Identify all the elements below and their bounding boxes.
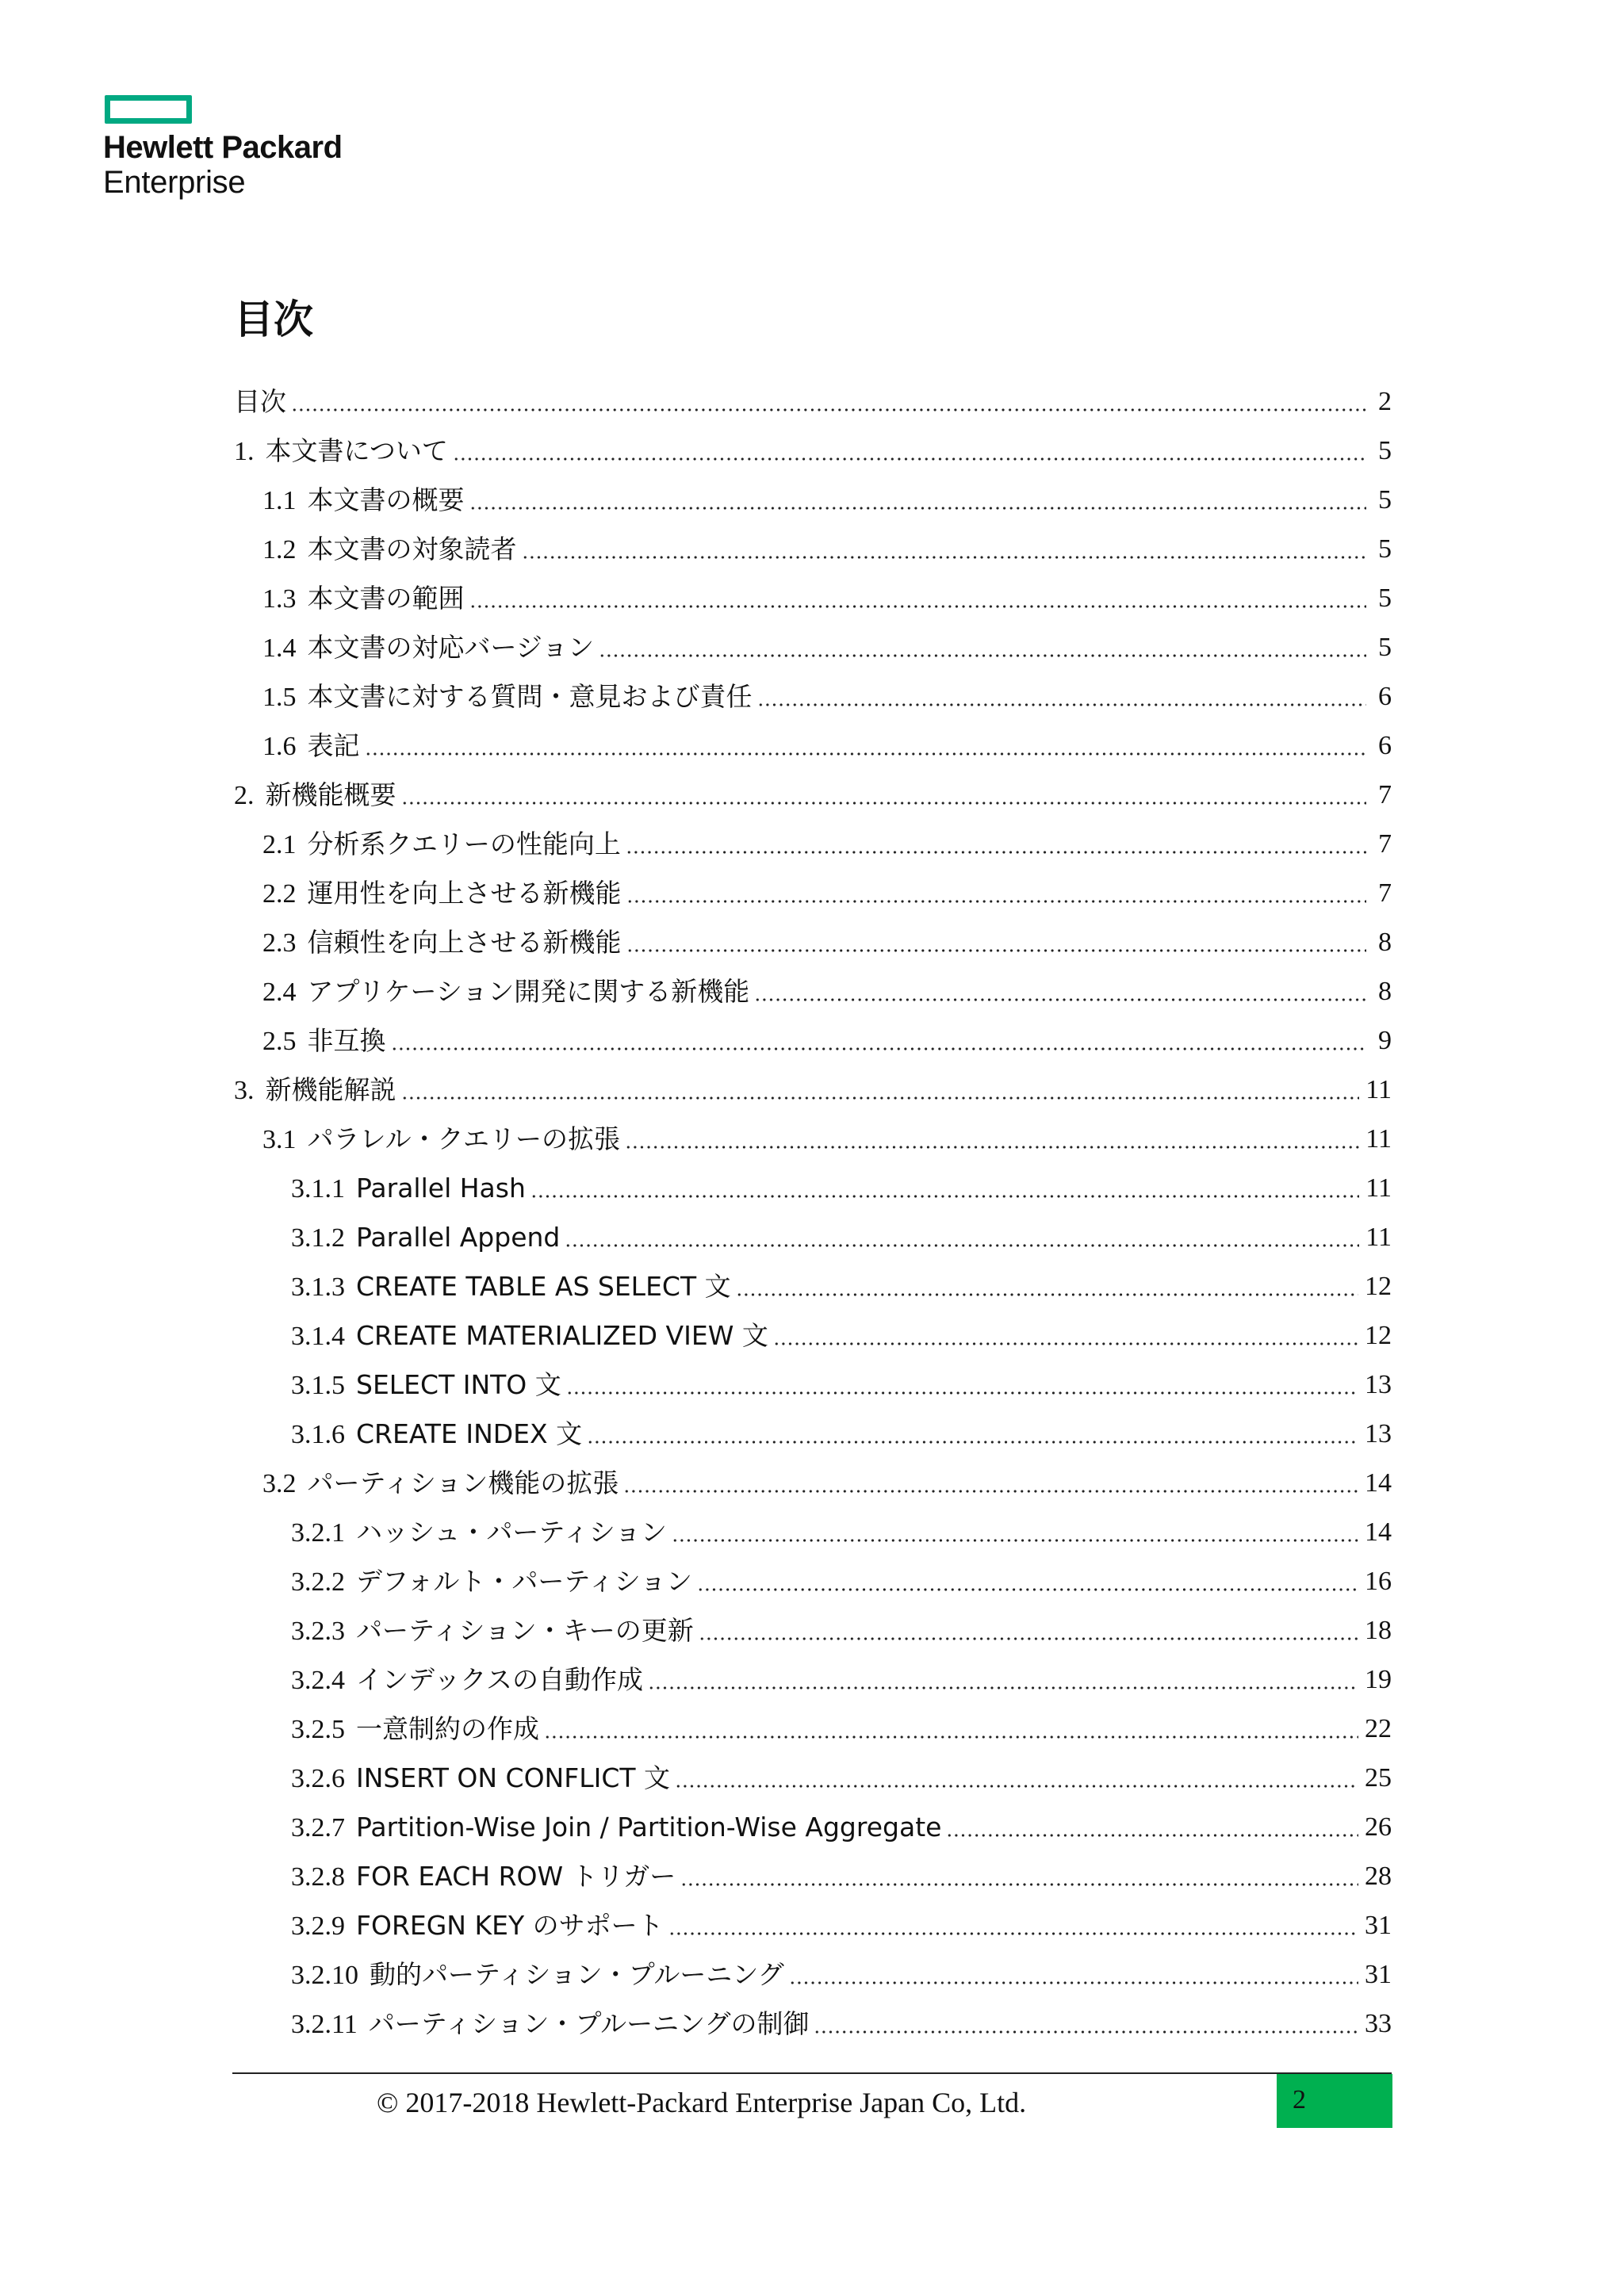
toc-entry[interactable]: [234, 869, 1392, 918]
toc-entry-page: 22: [1365, 1714, 1392, 1743]
toc-entry-number: 1.: [234, 436, 255, 466]
toc-entry-page: 8: [1378, 977, 1392, 1006]
toc-entry-title: [291, 1950, 784, 2000]
toc-entry-title: [234, 427, 448, 476]
toc-entry-number: 3.2.10: [291, 1960, 358, 1990]
toc-entry-page: 28: [1365, 1862, 1392, 1891]
toc-entry-title: [234, 771, 396, 821]
toc-dot-leader: [626, 898, 1367, 905]
toc-entry-number: 3.1.4: [291, 1321, 345, 1351]
toc-entry-title: [234, 377, 286, 427]
toc-entry[interactable]: [234, 1606, 1392, 1655]
toc-dot-leader: [699, 1636, 1358, 1642]
toc-entry-title: [291, 1655, 643, 1705]
toc-entry-number: 3.2.11: [291, 2009, 358, 2039]
toc-entry-label: 目次: [234, 386, 286, 417]
toc-entry[interactable]: [234, 1360, 1392, 1410]
toc-entry[interactable]: [234, 771, 1392, 820]
toc-entry-number: 2.3: [262, 928, 297, 958]
toc-entry-page: 6: [1378, 731, 1392, 760]
toc-entry[interactable]: [234, 1262, 1392, 1311]
toc-entry-title: [262, 820, 621, 870]
toc-entry-title: [262, 623, 594, 673]
toc-entry-title: [291, 1852, 676, 1902]
toc-entry[interactable]: [234, 1508, 1392, 1557]
toc-entry-number: 3.1.2: [291, 1223, 345, 1253]
toc-entry-label: 非互換: [307, 1024, 386, 1056]
toc-entry-title: [262, 967, 749, 1017]
toc-entry[interactable]: [234, 918, 1392, 967]
toc-entry-title: [291, 1803, 941, 1853]
toc-entry-page: 5: [1378, 534, 1392, 564]
toc-entry-page: 5: [1378, 436, 1392, 465]
toc-entry[interactable]: [234, 967, 1392, 1016]
toc-entry-label: 動的パーティション・プルーニング: [370, 1958, 784, 1990]
toc-entry-number: 3.1.6: [291, 1419, 345, 1449]
toc-dot-leader: [675, 1783, 1358, 1789]
footer-divider: [232, 2072, 1392, 2074]
toc-entry-label: パラレル・クエリーの拡張: [307, 1123, 621, 1154]
toc-dot-leader: [599, 652, 1366, 659]
toc-dot-leader: [587, 1439, 1358, 1445]
toc-entry-title: [262, 1459, 619, 1509]
toc-entry-number: 2.4: [262, 977, 297, 1007]
toc-entry-title: [291, 1557, 692, 1607]
toc-entry-number: 1.6: [262, 731, 297, 761]
toc-entry-label: SELECT INTO 文: [356, 1368, 561, 1400]
toc-entry-page: 19: [1365, 1665, 1392, 1694]
toc-entry-title: [262, 672, 753, 722]
toc-entry[interactable]: [234, 427, 1392, 476]
toc-entry-page: 6: [1378, 682, 1392, 711]
toc-entry-number: 1.2: [262, 534, 297, 564]
toc-entry-number: 3.2.7: [291, 1812, 345, 1843]
toc-entry[interactable]: [234, 1655, 1392, 1705]
toc-entry-page: 12: [1365, 1321, 1392, 1350]
toc-entry-title: [291, 1164, 526, 1214]
toc-entry-title: [291, 1999, 809, 2049]
toc-entry-label: FOREGN KEY のサポート: [356, 1909, 664, 1941]
toc-dot-leader: [530, 1193, 1359, 1200]
toc-entry-label: 本文書の概要: [307, 484, 465, 515]
toc-entry-number: 3.2: [262, 1468, 297, 1498]
toc-entry[interactable]: [234, 1803, 1392, 1852]
toc-dot-leader: [626, 849, 1366, 855]
toc-entry-page: 7: [1378, 780, 1392, 809]
toc-entry[interactable]: [234, 1066, 1392, 1115]
toc-entry[interactable]: [234, 476, 1392, 525]
toc-dot-leader: [946, 1832, 1358, 1839]
toc-entry-number: 3.: [234, 1075, 255, 1105]
toc-dot-leader: [566, 1390, 1358, 1396]
toc-entry-page: 33: [1365, 2009, 1392, 2038]
toc-entry-label: 信頼性を向上させる新機能: [307, 926, 622, 958]
toc-entry-number: 3.1.3: [291, 1272, 345, 1302]
toc-entry-title: [291, 1754, 670, 1804]
toc-dot-leader: [668, 1931, 1358, 1937]
toc-entry-label: 本文書に対する質問・意見および責任: [307, 680, 753, 712]
toc-entry-number: 3.1.1: [291, 1173, 345, 1203]
toc-entry-number: 2.2: [262, 878, 297, 909]
toc-dot-leader: [469, 603, 1367, 610]
toc-entry-number: 2.1: [262, 829, 297, 859]
toc-entry-page: 31: [1365, 1911, 1392, 1940]
table-of-contents: [234, 377, 1392, 2049]
footer-page-badge: [1277, 2074, 1392, 2128]
page-title: 目次: [234, 297, 313, 342]
toc-dot-leader: [626, 947, 1367, 954]
toc-entry-title: [262, 574, 465, 624]
toc-entry-page: 11: [1365, 1223, 1392, 1252]
toc-entry-page: 31: [1365, 1960, 1392, 1989]
toc-entry-page: 7: [1378, 878, 1392, 908]
toc-entry-label: パーティション・プルーニングの制御: [368, 2007, 810, 2039]
toc-dot-leader: [648, 1685, 1358, 1691]
toc-entry-page: 26: [1365, 1812, 1392, 1842]
toc-dot-leader: [401, 800, 1367, 806]
toc-entry-title: [291, 1410, 582, 1460]
footer-page-number: 2: [1293, 2085, 1306, 2114]
toc-entry-label: 一意制約の作成: [356, 1712, 539, 1744]
toc-dot-leader: [754, 997, 1366, 1003]
toc-entry[interactable]: [234, 1999, 1392, 2049]
toc-entry-title: [291, 1705, 539, 1755]
toc-entry[interactable]: [234, 1410, 1392, 1459]
toc-entry-label: FOR EACH ROW トリガー: [356, 1860, 676, 1892]
toc-entry[interactable]: [234, 623, 1392, 672]
toc-entry-number: 3.2.2: [291, 1567, 345, 1597]
toc-entry[interactable]: [234, 721, 1392, 771]
toc-entry-page: 5: [1378, 485, 1392, 515]
toc-entry-number: 1.5: [262, 682, 297, 712]
toc-entry[interactable]: [234, 1557, 1392, 1606]
toc-entry-page: 2: [1378, 387, 1392, 416]
toc-entry[interactable]: [234, 1950, 1392, 1999]
toc-entry-title: [291, 1360, 561, 1410]
toc-dot-leader: [453, 456, 1366, 462]
toc-dot-leader: [680, 1881, 1358, 1888]
toc-dot-leader: [757, 702, 1367, 708]
toc-dot-leader: [672, 1537, 1358, 1544]
toc-dot-leader: [789, 1980, 1358, 1986]
toc-entry-title: [262, 869, 622, 919]
toc-entry[interactable]: [234, 1901, 1392, 1950]
toc-entry-label: デフォルト・パーティション: [356, 1565, 693, 1597]
toc-entry[interactable]: [234, 1115, 1392, 1164]
toc-dot-leader: [391, 1046, 1367, 1052]
toc-entry-number: 2.: [234, 780, 255, 810]
toc-entry-label: 表記: [307, 729, 360, 761]
toc-entry-label: CREATE MATERIALIZED VIEW 文: [356, 1319, 768, 1351]
toc-entry[interactable]: [234, 1311, 1392, 1360]
toc-entry-page: 5: [1378, 633, 1392, 662]
toc-entry-label: 本文書の範囲: [307, 582, 465, 614]
toc-dot-leader: [565, 1242, 1359, 1249]
toc-dot-leader: [291, 407, 1366, 413]
toc-entry-number: 3.2.5: [291, 1714, 345, 1744]
toc-dot-leader: [623, 1488, 1358, 1494]
toc-dot-leader: [625, 1144, 1359, 1150]
hpe-logo-mark: [105, 95, 192, 124]
toc-entry-number: 2.5: [262, 1026, 297, 1056]
toc-entry[interactable]: [234, 1705, 1392, 1754]
toc-dot-leader: [736, 1292, 1358, 1298]
toc-entry-number: 1.4: [262, 633, 297, 663]
toc-entry-label: INSERT ON CONFLICT 文: [356, 1762, 671, 1793]
toc-entry-page: 5: [1378, 584, 1392, 613]
toc-dot-leader: [814, 2029, 1358, 2035]
toc-entry[interactable]: [234, 377, 1392, 427]
toc-entry-label: 本文書について: [265, 434, 448, 466]
toc-entry-title: [234, 1066, 396, 1115]
toc-entry-number: 3.1.5: [291, 1370, 345, 1400]
toc-entry[interactable]: [234, 574, 1392, 623]
toc-entry-label: パーティション機能の拡張: [307, 1467, 619, 1498]
toc-entry-title: [291, 1262, 731, 1312]
toc-entry[interactable]: [234, 1213, 1392, 1262]
toc-dot-leader: [365, 751, 1367, 757]
toc-dot-leader: [544, 1734, 1358, 1740]
toc-entry-title: [291, 1508, 667, 1558]
toc-entry-label: アプリケーション開発に関する新機能: [307, 975, 750, 1007]
hpe-logo: [103, 94, 365, 205]
logo-text-line2: Enterprise: [103, 165, 246, 200]
toc-entry-number: 3.2.8: [291, 1862, 345, 1892]
toc-entry-title: [262, 476, 465, 526]
toc-entry-label: 分析系クエリーの性能向上: [307, 828, 621, 859]
toc-entry-number: 3.2.1: [291, 1517, 345, 1548]
toc-entry-label: 新機能解説: [265, 1073, 396, 1105]
toc-entry-title: [262, 918, 622, 968]
toc-dot-leader: [522, 554, 1367, 561]
toc-entry-title: [262, 1115, 620, 1165]
toc-entry-title: [262, 1016, 386, 1066]
toc-entry-title: [291, 1311, 768, 1361]
logo-text-line1: Hewlett Packard: [103, 130, 343, 165]
toc-dot-leader: [401, 1095, 1360, 1101]
toc-entry-label: Partition-Wise Join / Partition-Wise Aggregate: [356, 1811, 942, 1843]
toc-entry-page: 12: [1365, 1272, 1392, 1301]
toc-entry-page: 14: [1365, 1468, 1392, 1498]
toc-entry-label: ハッシュ・パーティション: [356, 1516, 668, 1548]
toc-entry-page: 25: [1365, 1763, 1392, 1793]
toc-entry-page: 14: [1365, 1517, 1392, 1547]
toc-entry-page: 11: [1365, 1173, 1392, 1203]
toc-entry-page: 16: [1365, 1567, 1392, 1596]
toc-entry-page: 13: [1365, 1370, 1392, 1399]
toc-entry-number: 1.3: [262, 584, 297, 614]
toc-entry-page: 13: [1365, 1419, 1392, 1448]
toc-entry[interactable]: [234, 1459, 1392, 1508]
toc-entry-page: 11: [1365, 1124, 1392, 1154]
toc-entry-title: [291, 1606, 694, 1656]
toc-entry[interactable]: [234, 1852, 1392, 1901]
toc-entry-title: [291, 1901, 664, 1951]
toc-entry[interactable]: [234, 672, 1392, 721]
toc-dot-leader: [697, 1586, 1358, 1593]
toc-entry-label: 新機能概要: [265, 779, 396, 810]
toc-entry[interactable]: [234, 1164, 1392, 1213]
footer-copyright: © 2017-2018 Hewlett-Packard Enterprise Japan Co, Ltd.: [377, 2087, 1027, 2118]
toc-entry-label: 運用性を向上させる新機能: [307, 877, 622, 909]
toc-entry-number: 3.2.3: [291, 1616, 345, 1646]
toc-entry-number: 3.1: [262, 1124, 297, 1154]
toc-entry-label: Parallel Hash: [356, 1172, 526, 1203]
toc-entry[interactable]: [234, 820, 1392, 869]
toc-entry-number: 1.1: [262, 485, 297, 515]
toc-entry-label: 本文書の対象読者: [307, 533, 517, 564]
toc-dot-leader: [773, 1341, 1358, 1347]
toc-entry[interactable]: [234, 1016, 1392, 1066]
toc-entry-number: 3.2.9: [291, 1911, 345, 1941]
toc-entry-number: 3.2.6: [291, 1763, 345, 1793]
toc-entry-page: 11: [1365, 1075, 1392, 1104]
toc-entry-label: Parallel Append: [356, 1221, 561, 1253]
toc-entry-page: 7: [1378, 829, 1392, 859]
toc-entry-title: [291, 1213, 560, 1263]
toc-entry-page: 18: [1365, 1616, 1392, 1645]
toc-entry-label: CREATE INDEX 文: [356, 1418, 583, 1449]
toc-entry-label: CREATE TABLE AS SELECT 文: [356, 1270, 731, 1302]
toc-entry-label: インデックスの自動作成: [356, 1663, 644, 1695]
toc-entry-number: 3.2.4: [291, 1665, 345, 1695]
toc-entry-label: 本文書の対応バージョン: [307, 631, 595, 663]
toc-entry[interactable]: [234, 1754, 1392, 1803]
toc-entry-label: パーティション・キーの更新: [356, 1614, 694, 1646]
toc-entry-page: 8: [1378, 928, 1392, 957]
toc-entry-page: 9: [1378, 1026, 1392, 1055]
toc-dot-leader: [469, 505, 1367, 511]
toc-entry-title: [262, 721, 360, 771]
toc-entry[interactable]: [234, 525, 1392, 574]
toc-entry-title: [262, 525, 517, 575]
